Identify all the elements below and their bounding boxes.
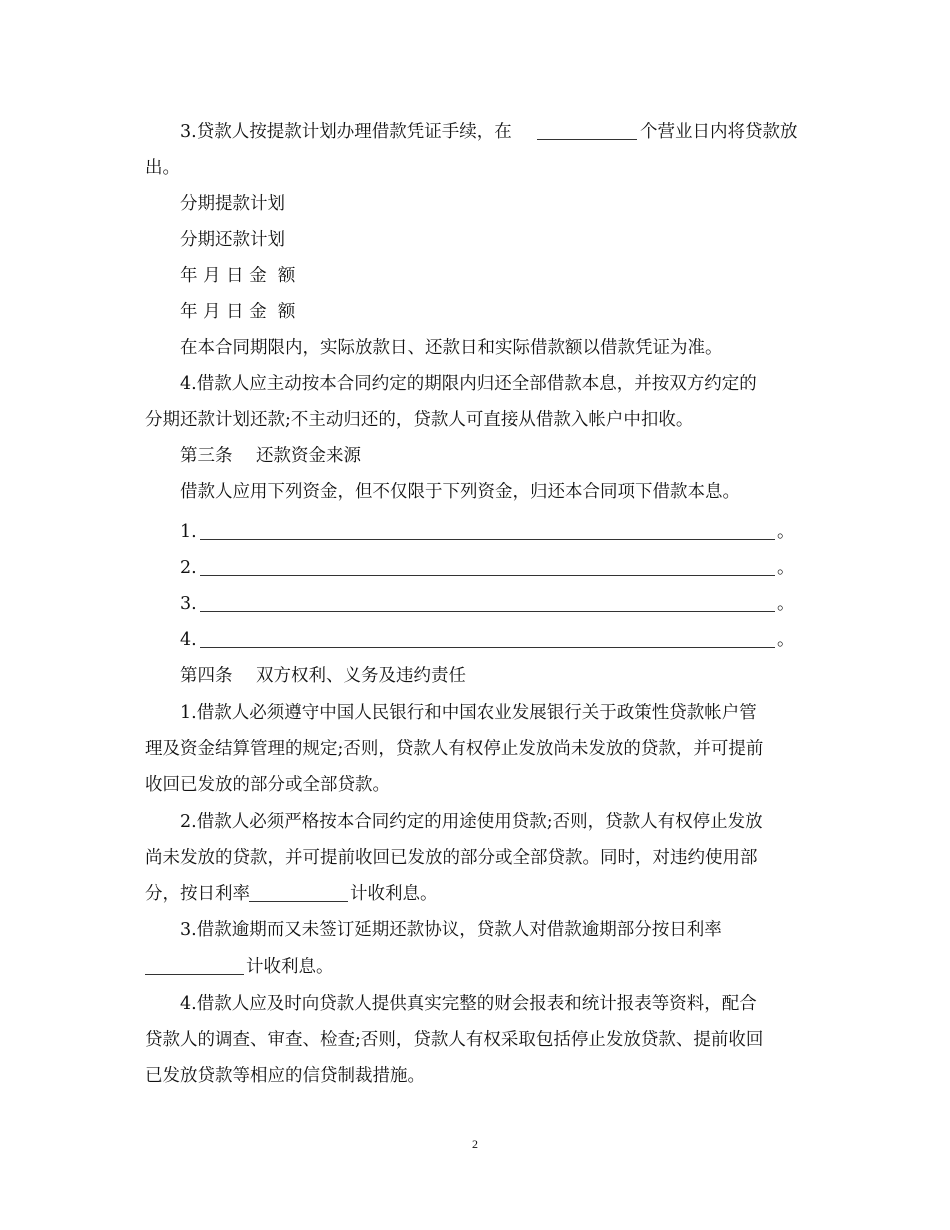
page-number: 2 [472,1137,478,1151]
article-3-number: 第三条 [180,446,233,466]
fund-source-number: 2. [180,558,197,578]
repay-plan-label: 分期还款计划 [180,230,285,250]
fund-source-blank [200,575,775,576]
clause-text: 1.借款人必须遵守中国人民银行和中国农业发展银行关于政策性贷款帐户管 [180,703,757,723]
date-amount-label-1: 年 月 日 金 额 [180,266,296,286]
fund-source-end: 。 [777,594,795,614]
date-amount-label-2: 年 月 日 金 额 [180,302,296,322]
fund-source-end: 。 [777,522,795,542]
fund-source-blank [200,647,775,648]
fund-source-number: 1. [180,522,197,542]
daily-rate-blank [249,901,348,902]
clause-3-text: 3.贷款人按提款计划办理借款凭证手续，在 [180,122,512,142]
clause-text: 理及资金结算管理的规定;否则，贷款人有权停止发放尚未发放的贷款，并可提前 [145,739,764,759]
fund-source-end: 。 [777,558,795,578]
fund-source-end: 。 [777,630,795,650]
fund-source-blank [200,539,775,540]
clause-text: 2.借款人必须严格按本合同约定的用途使用贷款;否则，贷款人有权停止发放 [180,812,763,832]
clause-text: 计收利息。 [350,884,438,904]
clause-text: 贷款人的调查、审查、检查;否则，贷款人有权采取包括停止发放贷款、提前收回 [145,1030,764,1050]
article-3-intro-text: 借款人应用下列资金，但不仅限于下列资金，归还本合同项下借款本息。 [180,482,740,502]
overdue-rate-blank [145,974,244,975]
fund-source-blank [200,611,775,612]
article-3-title: 还款资金来源 [256,446,361,466]
clause-text: 分，按日利率 [145,884,250,904]
draw-plan-label: 分期提款计划 [180,194,285,214]
clause-text: 3.借款逾期而又未签订延期还款协议，贷款人对借款逾期部分按日利率 [180,920,722,940]
clause-3-continuation: 出。 [145,158,180,178]
article-4-number: 第四条 [180,666,233,686]
fund-source-number: 3. [180,594,197,614]
clause-4-text-1: 4.借款人应主动按本合同约定的期限内归还全部借款本息，并按双方约定的 [180,374,757,394]
clause-text: 尚未发放的贷款，并可提前收回已发放的部分或全部贷款。同时，对违约使用部 [145,848,758,868]
clause-4-text-2: 分期还款计划还款;不主动归还的，贷款人可直接从借款入帐户中扣收。 [145,410,694,430]
fund-source-number: 4. [180,630,197,650]
clause-text: 4.借款人应及时向贷款人提供真实完整的财会报表和统计报表等资料，配合 [180,994,757,1014]
clause-3-text-tail: 个营业日内将贷款放 [640,122,798,142]
clause-text: 已发放贷款等相应的信贷制裁措施。 [145,1066,425,1086]
period-note-text: 在本合同期限内，实际放款日、还款日和实际借款额以借款凭证为准。 [180,338,723,358]
clause-text: 计收利息。 [246,957,334,977]
article-4-title: 双方权利、义务及违约责任 [256,666,466,686]
clause-text: 收回已发放的部分或全部贷款。 [145,775,390,795]
business-days-blank [537,139,637,140]
